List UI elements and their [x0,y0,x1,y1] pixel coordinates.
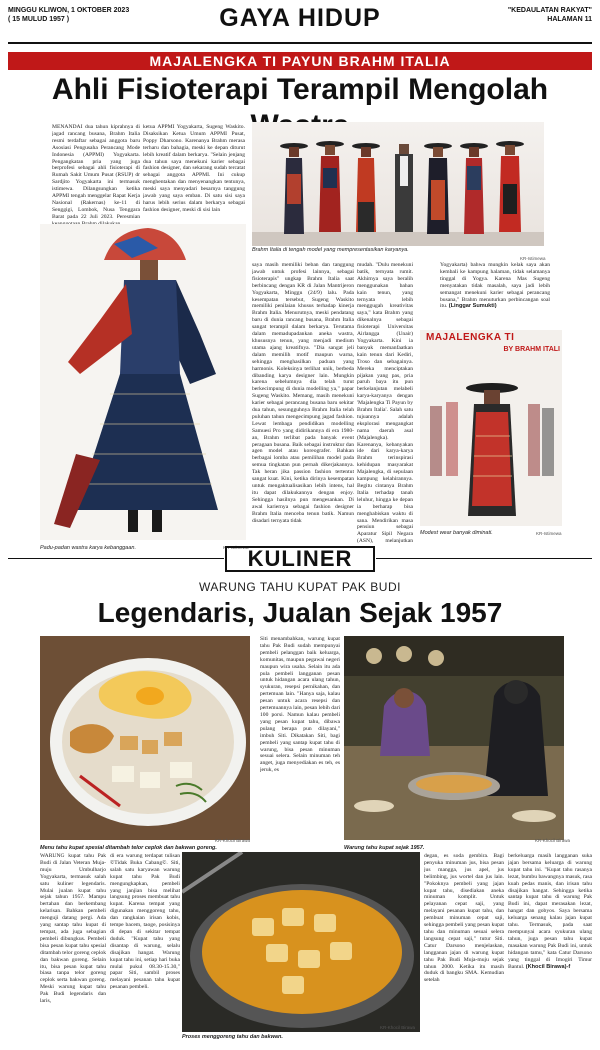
article1-photo2-caption: Padu-padan wastra karya kebanggaan. [40,545,137,551]
article2-colE-text: berkeluarga masih langganan suka jajan bersama keluarga di warung kupat tahu ini. "Kupat tahu rasanya lezat, bumbu bawangnya masuk, rasa kuah pedas manis, dan irisan tahu disajikan hangat. Sehingga ketika santap kupat tahu di warung Pak Budi ini, dapat merasakan lezat, hangat dan gobyos. Saya bersama keluarga senang kalau jajan kupat tahu. Termasuk, pada saat mempunyai acara syukuran ulang tahun, juga pesan tahu kupat masakan warung Pak Budi ini, untuk hidangan tamu," kata Catur Darsono yang tinggal di Imogiri Timur Bantul. [508,853,592,970]
modest-illustration [420,356,562,526]
article2-photo1-credit: KR-Khocil Birawa [215,838,251,843]
article1-kicker: MAJALENGKA TI PAYUN BRAHM ITALIA [8,52,592,70]
article2-colC: di era warung terdapat tulisan ©Tidak Buka Cabang©. Siti, salah satu karyawan warung kupat tahu Pak Budi mengungkapkan, pembeli yang janjian bisa melihat langsung proses membuat tahu kupat. Karena tempat yang digunakan menggoreng tahu, dan rangkaian irisan kobis, tempe bacem, taoge, posisinya di depan di sekitar tempat duduk. "Kupat tahu yang disantap di warung, selalu disajikan hangat. Warung kupat tahu ini, setiap hari buka mulai pukul 08.30-15.30," papar Siti, sambil proses melayani pesanan tahu kupat pesanan pembeli. [110,853,180,991]
masthead-page: HALAMAN 11 [547,16,592,23]
article2-photo-plate [40,636,250,840]
masthead-rule [8,42,592,44]
article1-photo-model [40,224,246,540]
section-kuliner: KULINER [225,546,375,572]
photo3-banner: MAJALENGKA TI [426,332,515,343]
masthead-paper-block [508,6,592,24]
section-title: GAYA HIDUP [219,4,381,32]
section-rule-left [8,558,224,559]
article1-photo3-credit: KR-Istimewa [536,531,562,536]
article1-col5 [440,262,550,326]
article2-photo1-caption: Menu tahu kupat spesial ditambah telor ceplok dan bakwan goreng. [40,845,217,851]
runway-illustration [252,122,544,246]
frying-illustration [182,852,420,1032]
article1-col5-text: Yogyakarta) bahwa mungkin kelak saya akan kembali ke kampung halaman, tidak selamanya tinggal di Yogya. Karena Mas Sugeng menyatakan tidak masalah, saya jadi lebih semangat menekuni karier sebagai perancang busana," Brahm menuturkan perbincangan soal itu. [440,262,550,310]
article1-col3: saya masih memiliki beban dan tanggung jawab untuk profesi lainnya, sebagai fisioterapis" ungkap Brahm Italia saat berbincang dengan KR di Jalan Mantrijeron Yogyakarta, Minggu (24/9) lalu. Pada kesempatan tersebut, Sugeng Waskito memiliki penilaian khusus terhadap kinerja Brahm Italia. Menurutnya, meski pendatang baru di dunia rancang busana, Brahm Italia sangat terampil dalam berkarya. Terutama dalam memadupadankan aneka wastra, khususnya tenun, yang menjadi medium utama ajang kreatifnya. "Dia sangat jeli dalam memilih motif maupun warna, sehingga menghasilkan paduan yang harmonis. Koleksinya terlihat unik, berbeda dibanding karya designer lain. Mungkin karena sebelumnya dia telah turut berkecimpung di dunia modelling ya," papar Sugeng Waskito. Memang, masih menekuni karier sebagai perancang busana baru sekitar dua tahun, sesungguhnya Brahm Italia telah puluhan tahun mengecimpung jagad fashion. Lewat lembaga pendidikan modelling Samuesi Pro yang didirikannya di era 1980-an, Brahm terlibat pada banyak event peragaan busana. Baik sebagai instruktur dan agen model atau koreografer. Bahkan berbagai lomba atau pemilihan model pada semua tingkatan pun pernah dikerjakannya. Tak heran jika passion fashion tertentut sangat kuat. Kini, ketika dirinya kesempatan untuk mengaktualisasikan lebih intens, hal itu dapat dilakukannya dengan enjoy. Sehingga hasilnya pun mengesankan. Di awal kariernya sebagai fashion designer Brahm Italia menceba tenun batik. Namun disadari ternyata tidak [252,262,354,524]
article1-col5-author: (Linggar Sumukti) [448,303,497,310]
article2-photo3-caption: Proses menggoreng tahu dan bakwan. [182,1034,283,1040]
section-rule-right [376,558,592,559]
masthead-javanese-date: ( 15 MULUD 1957 ) [8,16,70,23]
article2-colD: degan, es soda gembira. Bagi penyuka minuman jus, bisa pesan jus mangga, jus apel, jus belimbing, jus wortel dan jus lain. "Pokoknya pembeli yang jajan kupat tahu, disediakan aneka minuman komplit. Untuk pelayanan cepat saji, yang melayani pesanan kupat tahu, dan pembuat minuman cepat saji, sehingga pembeli yang pesan kupat tahu dan minuman sesuai selera langsung cepat saji," tutur Siti. Catur Darsono menjelaskan, langganan jajan di warung kupat tahu Pak Budi Muja-muju sejak tahun 2000. Ketika itu masih duduk di bangku SMA. Kemudian setelah [424,853,504,984]
article1-photo-modest [420,330,562,526]
article2-photo3-credit: KR-Khocil Birawa [380,1025,416,1030]
model-illustration [40,224,246,540]
article2-colE [508,853,592,1043]
article1-photo1-credit: KR-Istimewa [520,256,546,261]
article1-photo3-caption: Modest wear banyak diminati. [420,530,493,536]
article2-photo2-caption: Warung tahu kupat sejak 1957. [344,845,425,851]
article1-photo2-credit: KR-Istimewa [223,545,249,550]
article1-headline: Ahli Fisioterapi Terampil Mengolah [51,73,549,106]
article1-col4: mudah. "Dulu menekuni batik, ternyata rumit. Akhirnya saya beralih menggunakan bahan kain tenun, yang ternyata lebih menggugah kreativitas saya," kata Brahm yang dikenalnya sebagai fisioterapi Universitas Airlangga (Unair) Yogyakarta. Kini ia banyak memanfaatkan kain tenun dari Kediri, Troso dan sebagainya. Mereka menciptakan pijakan yang pas, pria paruh baya itu pun berkelanjutan melabeli karya-karyanya dengan 'Majalengka Ti Payun by Brahm Italia'. Salah satu tujuannya adalah eksplorasi mengangkat nama daerah asal (Majalengka). Karenanya, kebanyakan ide dari karya-karya Brahm terinspirasi kehidupan masyarakat Majalengka, di sepulaan kampung kelahirannya. Begitu cintanya Brahm Italia terhadap tanah leluhur, hingga ke depan ia berharap bisa menghabiskan waktu di sana. Mendirikan masa pensiun sebagai Aparatur Sipil Negara (ASN), melanjutkan [357,262,413,544]
article1-col1: MENANDAI dua tahun kiprahnya di jagad rancang busana, Brahm Italia resmi terdaftar sebagai anggota baru Asosiasi Pengusaha Perancang Mode Indonesia (APPMI) Yogyakarta. Pengangkatan pria yang juga berprofesi sebagai ahli fisioterapi di Rumah Sakit Umum Pusat (RSUP) dr Sardjito Yogyakarta ini termasuk istimewa. Dilangsungkan ketika APPMI tengah menggelar Rapat Kerja Nasional (Rakernas) ke-11 di Senggigi, Lombok, Nusa Tenggara Barat pada 22 Juli 2023. Peresmian [52,124,140,220]
masthead-paper: "KEDAULATAN RAKYAT" [507,7,592,14]
article2-photo2-credit: KR-Khocil Birawa [535,838,571,843]
article1-photo1-caption: Brahm Italia di tengah model yang mempresentasikan karyanya. [252,247,409,253]
article2-headline: Legendaris, Jualan Sejak 1957 [97,597,503,628]
article1-photo-runway [252,122,544,246]
article2-kicker: WARUNG TAHU KUPAT PAK BUDI [199,580,401,594]
masthead-date: MINGGU KLIWON, 1 OKTOBER 2023 [8,7,130,14]
warung-illustration [344,636,564,840]
article2-colE-author: (Khocil Birawa)-f [525,963,571,970]
article2-photo-frying [182,852,420,1032]
article2-photo-warung [344,636,564,840]
photo3-banner-by: BY BRAHM ITALI [503,346,560,353]
plate-illustration [40,636,250,840]
article2-colA: Siti menambahkan, warung kupat tahu Pak Budi sudah mempunyai pembeli pelanggan baik keluarga, komunitas, maupun pegawai negeri maupun wira usaha. Selain itu ada pula pembeli langganan pesan untuk hidangan acara ulang tahun, syukuran, resepsi pernikahan, dan pertemuan lain. "Hanya saja, kalau pesan untuk acara resepsi dan pertemuannya lain, pesan lebih dari 100 porsi. Namun kalau pembeli yang pesan kupat tahu, dibawa pulang berapa pun dilayani," imbuh Siti. Dikatakan Siti, bagi pembeli yang santap kupat tahu di warung, bisa pesan minuman sesuai selera. Selain minuman teh anget, juga menyediakan es teh, es jeruk, es [260,636,340,774]
article2-colB: WARUNG kupat tahu Pak Budi di Jalan Veteran Muja-muju Umbulharjo Yogyakarta, termasuk salah satu kuliner legendaris. Mulai jualan kupat tahu sejak tahun 1957. Mampu bertahan dan berkembang kelarisan. Bahkan pembeli menguji datang pergi. Ada yang santap tahu kupat di tempat, ada juga sebagian pembeli dibungkus. Pembeli bisa pesan kupat tahu spesial ditambah telor goreng ceplok dan bakwan goreng. Selain itu, bisa pesan kupat tahu biasa tanpa telor goreng ceplok serta bakwan goreng. Meski warung kupat tahu Pak Budi legendaris dan laris, [40,853,106,1005]
models-group [280,141,524,234]
article1-col2: ketua APPMI Yogyakarta, Sugeng Waskito. Disaksikan Ketua Umum APPMI Pusat, Poppy Dharsono. Karenanya Brahm merasa terharu dan bahagia, meski ke depan diturut lebih kreatif dalam berkarya. "Selain jenjang dua tahun saya menekuni karier sebagai fashion designer, dan sekarang sudah tercatat sebagai anggota APPMI. Ini cukup menghentakan dan menyenangkan tentunya, meski saya menyadari besarnya tanggung jawab yang saya emban. Di satu sisi saya harus lebih serius dalam berkarya sebagai fashion designer, meski di sisi lain [143,124,245,213]
